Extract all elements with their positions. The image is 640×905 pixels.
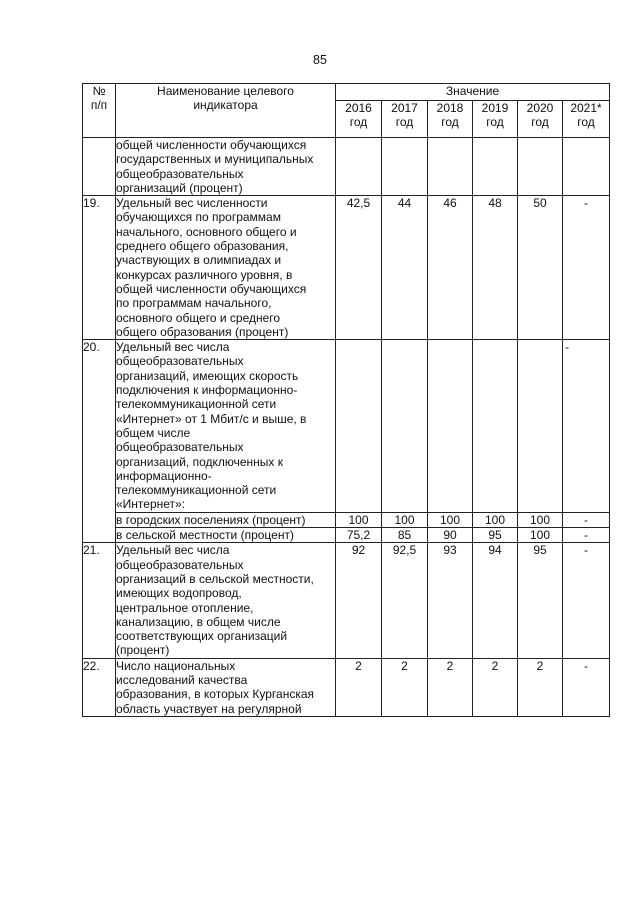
value-cell: 90 (428, 528, 473, 543)
value-cell: 42,5 (336, 196, 382, 340)
value-cell: 92,5 (382, 543, 428, 658)
value-cell (382, 340, 428, 513)
table-subrow (83, 512, 610, 527)
value-cell (336, 340, 382, 513)
value-cell: - (563, 196, 610, 340)
value-cell: 2 (518, 658, 563, 716)
header-name: Наименование целевого индикатора (116, 84, 336, 138)
value-cell: 2 (473, 658, 518, 716)
indicators-table (82, 83, 610, 717)
row-number: 21. (83, 543, 116, 658)
header-row (83, 84, 610, 101)
value-cell (563, 138, 610, 196)
indicator-name: Число национальных исследований качества образования, в которых Курганская область участвует на регулярной (116, 658, 336, 716)
value-cell: 95 (518, 543, 563, 658)
value-cell: - (563, 512, 610, 527)
table-subrow (83, 528, 610, 543)
value-cell: 93 (428, 543, 473, 658)
sub-indicator-name: в городских поселениях (процент) (116, 512, 336, 527)
value-cell: 48 (473, 196, 518, 340)
table-row (83, 196, 610, 340)
value-cell: 50 (518, 196, 563, 340)
value-cell: - (563, 340, 610, 513)
value-cell (428, 340, 473, 513)
row-number: 19. (83, 196, 116, 340)
value-cell (473, 138, 518, 196)
value-cell (518, 340, 563, 513)
value-cell: 2 (382, 658, 428, 716)
value-cell: - (563, 658, 610, 716)
value-cell: - (563, 528, 610, 543)
value-cell: - (563, 543, 610, 658)
header-year: 2016 год (336, 101, 382, 138)
table-row (83, 340, 610, 513)
value-cell: 100 (382, 512, 428, 527)
value-cell: 2 (428, 658, 473, 716)
row-number (83, 138, 116, 196)
value-cell (336, 138, 382, 196)
value-cell: 44 (382, 196, 428, 340)
value-cell: 2 (336, 658, 382, 716)
value-cell: 95 (473, 528, 518, 543)
value-cell: 46 (428, 196, 473, 340)
header-year: 2018 год (428, 101, 473, 138)
header-year: 2017 год (382, 101, 428, 138)
sub-indicator-name: в сельской местности (процент) (116, 528, 336, 543)
header-year: 2021* год (563, 101, 610, 138)
indicator-name: Удельный вес числа общеобразовательных организаций, имеющих скорость подключения к информационно- телекоммуникационной сети «Интернет» от 1 Мбит/с и выше, в общем числе общеобразовательных организаций, подключенных к информационно- телекоммуникационной сети «Интернет»: (116, 340, 336, 513)
value-cell: 100 (473, 512, 518, 527)
header-year: 2020 год (518, 101, 563, 138)
indicator-name: Удельный вес численности обучающихся по программам начального, основного общего и среднего общего образования, участвующих в олимпиадах и конкурсах различного уровня, в общей численности обучающихся по программам начального, основного общего и среднего общего образования (процент) (116, 196, 336, 340)
value-cell (518, 138, 563, 196)
indicator-name: общей численности обучающихся государственных и муниципальных общеобразовательных организаций (процент) (116, 138, 336, 196)
header-value: Значение (336, 84, 610, 101)
value-cell: 100 (518, 512, 563, 527)
table-row (83, 138, 610, 196)
indicator-name: Удельный вес числа общеобразовательных организаций в сельской местности, имеющих водопровод, центральное отопление, канализацию, в общем числе соответствующих организаций (процент) (116, 543, 336, 658)
table-row (83, 543, 610, 658)
value-cell: 100 (428, 512, 473, 527)
value-cell: 100 (518, 528, 563, 543)
value-cell: 92 (336, 543, 382, 658)
page-number: 85 (313, 53, 327, 67)
value-cell: 85 (382, 528, 428, 543)
value-cell: 100 (336, 512, 382, 527)
value-cell (428, 138, 473, 196)
row-number: 22. (83, 658, 116, 716)
row-number: 20. (83, 340, 116, 543)
value-cell: 75,2 (336, 528, 382, 543)
value-cell (382, 138, 428, 196)
value-cell (473, 340, 518, 513)
value-cell: 94 (473, 543, 518, 658)
table-row (83, 658, 610, 716)
header-num: № п/п (83, 84, 116, 138)
header-year: 2019 год (473, 101, 518, 138)
